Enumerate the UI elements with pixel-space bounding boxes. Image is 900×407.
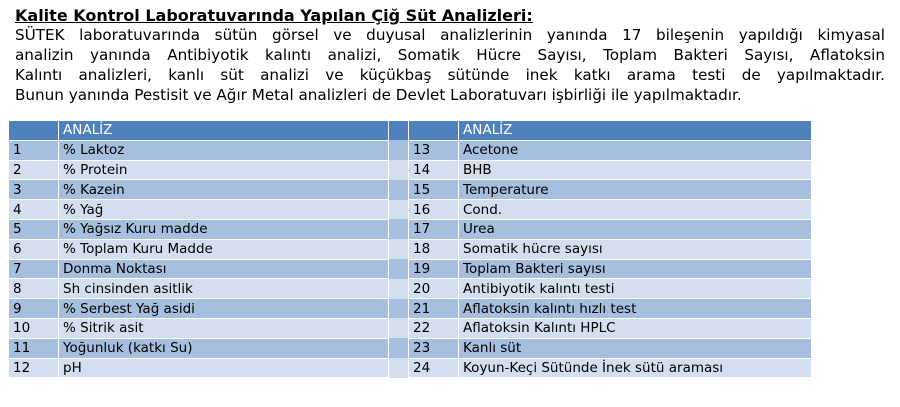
analysis-name-left: % Yağ bbox=[59, 200, 389, 220]
column-gap bbox=[389, 160, 409, 180]
analysis-name-right: Antibiyotik kalıntı testi bbox=[459, 279, 812, 299]
analysis-name-left: % Kazein bbox=[59, 180, 389, 200]
row-number-left: 11 bbox=[9, 338, 59, 358]
row-number-right: 17 bbox=[409, 219, 459, 239]
analysis-name-left: % Laktoz bbox=[59, 140, 389, 160]
row-number-right: 15 bbox=[409, 180, 459, 200]
table-row bbox=[9, 318, 812, 338]
row-number-left: 10 bbox=[9, 318, 59, 338]
row-number-right: 18 bbox=[409, 239, 459, 259]
row-number-right: 21 bbox=[409, 299, 459, 319]
column-gap bbox=[389, 318, 409, 338]
heading-block bbox=[15, 6, 885, 105]
row-number-right: 13 bbox=[409, 140, 459, 160]
analysis-name-right: Toplam Bakteri sayısı bbox=[459, 259, 812, 279]
intro-line-3: Kalıntı analizleri, kanlı süt analizi ve küçükbaş sütünde inek katkı arama testi de yapılmaktadır. bbox=[15, 66, 885, 84]
row-number-right: 14 bbox=[409, 160, 459, 180]
intro-line-1: SÜTEK laboratuvarında sütün görsel ve duyusal analizlerinin yanında 17 bileşenin yapıldığı kimyasal bbox=[15, 26, 885, 44]
table-row bbox=[9, 279, 812, 299]
row-number-left: 4 bbox=[9, 200, 59, 220]
header-analysis-cell-right: ANALİZ bbox=[459, 121, 812, 141]
analysis-table bbox=[8, 120, 812, 378]
column-gap bbox=[389, 358, 409, 378]
analysis-name-left: pH bbox=[59, 358, 389, 378]
row-number-left: 12 bbox=[9, 358, 59, 378]
analysis-name-right: Koyun-Keçi Sütünde İnek sütü araması bbox=[459, 358, 812, 378]
column-gap bbox=[389, 338, 409, 358]
analysis-name-right: Aflatoksin kalıntı hızlı test bbox=[459, 299, 812, 319]
analysis-name-left: % Sitrik asit bbox=[59, 318, 389, 338]
row-number-right: 19 bbox=[409, 259, 459, 279]
column-gap bbox=[389, 279, 409, 299]
intro-paragraph bbox=[15, 25, 885, 105]
column-gap bbox=[389, 180, 409, 200]
column-gap bbox=[389, 239, 409, 259]
header-number-cell-left bbox=[9, 121, 59, 141]
header-analysis-cell-left: ANALİZ bbox=[59, 121, 389, 141]
analysis-name-right: BHB bbox=[459, 160, 812, 180]
table-row bbox=[9, 358, 812, 378]
table-row bbox=[9, 299, 812, 319]
analysis-name-right: Somatik hücre sayısı bbox=[459, 239, 812, 259]
analysis-name-left: % Yağsız Kuru madde bbox=[59, 219, 389, 239]
row-number-left: 6 bbox=[9, 239, 59, 259]
table-row bbox=[9, 140, 812, 160]
analysis-name-right: Urea bbox=[459, 219, 812, 239]
analysis-name-right: Cond. bbox=[459, 200, 812, 220]
column-gap bbox=[389, 299, 409, 319]
column-gap bbox=[389, 121, 409, 141]
row-number-right: 23 bbox=[409, 338, 459, 358]
column-gap bbox=[389, 140, 409, 160]
analysis-table-body bbox=[9, 121, 812, 378]
analysis-name-left: % Serbest Yağ asidi bbox=[59, 299, 389, 319]
row-number-left: 5 bbox=[9, 219, 59, 239]
row-number-left: 3 bbox=[9, 180, 59, 200]
analysis-name-right: Kanlı süt bbox=[459, 338, 812, 358]
table-row bbox=[9, 160, 812, 180]
intro-line-2: analizin yanında Antibiyotik kalıntı analizi, Somatik Hücre Sayısı, Toplam Bakteri Sayısı, Aflatoksin bbox=[15, 46, 885, 64]
analysis-name-right: Aflatoksin Kalıntı HPLC bbox=[459, 318, 812, 338]
column-gap bbox=[389, 219, 409, 239]
row-number-left: 8 bbox=[9, 279, 59, 299]
analysis-name-left: Yoğunluk (katkı Su) bbox=[59, 338, 389, 358]
table-row bbox=[9, 338, 812, 358]
row-number-left: 9 bbox=[9, 299, 59, 319]
table-row bbox=[9, 180, 812, 200]
row-number-right: 24 bbox=[409, 358, 459, 378]
row-number-left: 2 bbox=[9, 160, 59, 180]
column-gap bbox=[389, 259, 409, 279]
header-number-cell-right bbox=[409, 121, 459, 141]
intro-line-4: Bunun yanında Pestisit ve Ağır Metal analizleri de Devlet Laboratuvarı işbirliği ile yapılmaktadır. bbox=[15, 86, 742, 104]
table-row bbox=[9, 200, 812, 220]
analysis-name-left: % Toplam Kuru Madde bbox=[59, 239, 389, 259]
analysis-name-left: % Protein bbox=[59, 160, 389, 180]
table-row bbox=[9, 219, 812, 239]
analysis-name-right: Temperature bbox=[459, 180, 812, 200]
analysis-name-right: Acetone bbox=[459, 140, 812, 160]
table-row bbox=[9, 259, 812, 279]
page-title: Kalite Kontrol Laboratuvarında Yapılan Çiğ Süt Analizleri: bbox=[15, 6, 533, 25]
column-gap bbox=[389, 200, 409, 220]
table-header-row bbox=[9, 121, 812, 141]
row-number-left: 1 bbox=[9, 140, 59, 160]
row-number-left: 7 bbox=[9, 259, 59, 279]
analysis-name-left: Donma Noktası bbox=[59, 259, 389, 279]
row-number-right: 20 bbox=[409, 279, 459, 299]
table-row bbox=[9, 239, 812, 259]
analysis-name-left: Sh cinsinden asitlik bbox=[59, 279, 389, 299]
row-number-right: 16 bbox=[409, 200, 459, 220]
row-number-right: 22 bbox=[409, 318, 459, 338]
